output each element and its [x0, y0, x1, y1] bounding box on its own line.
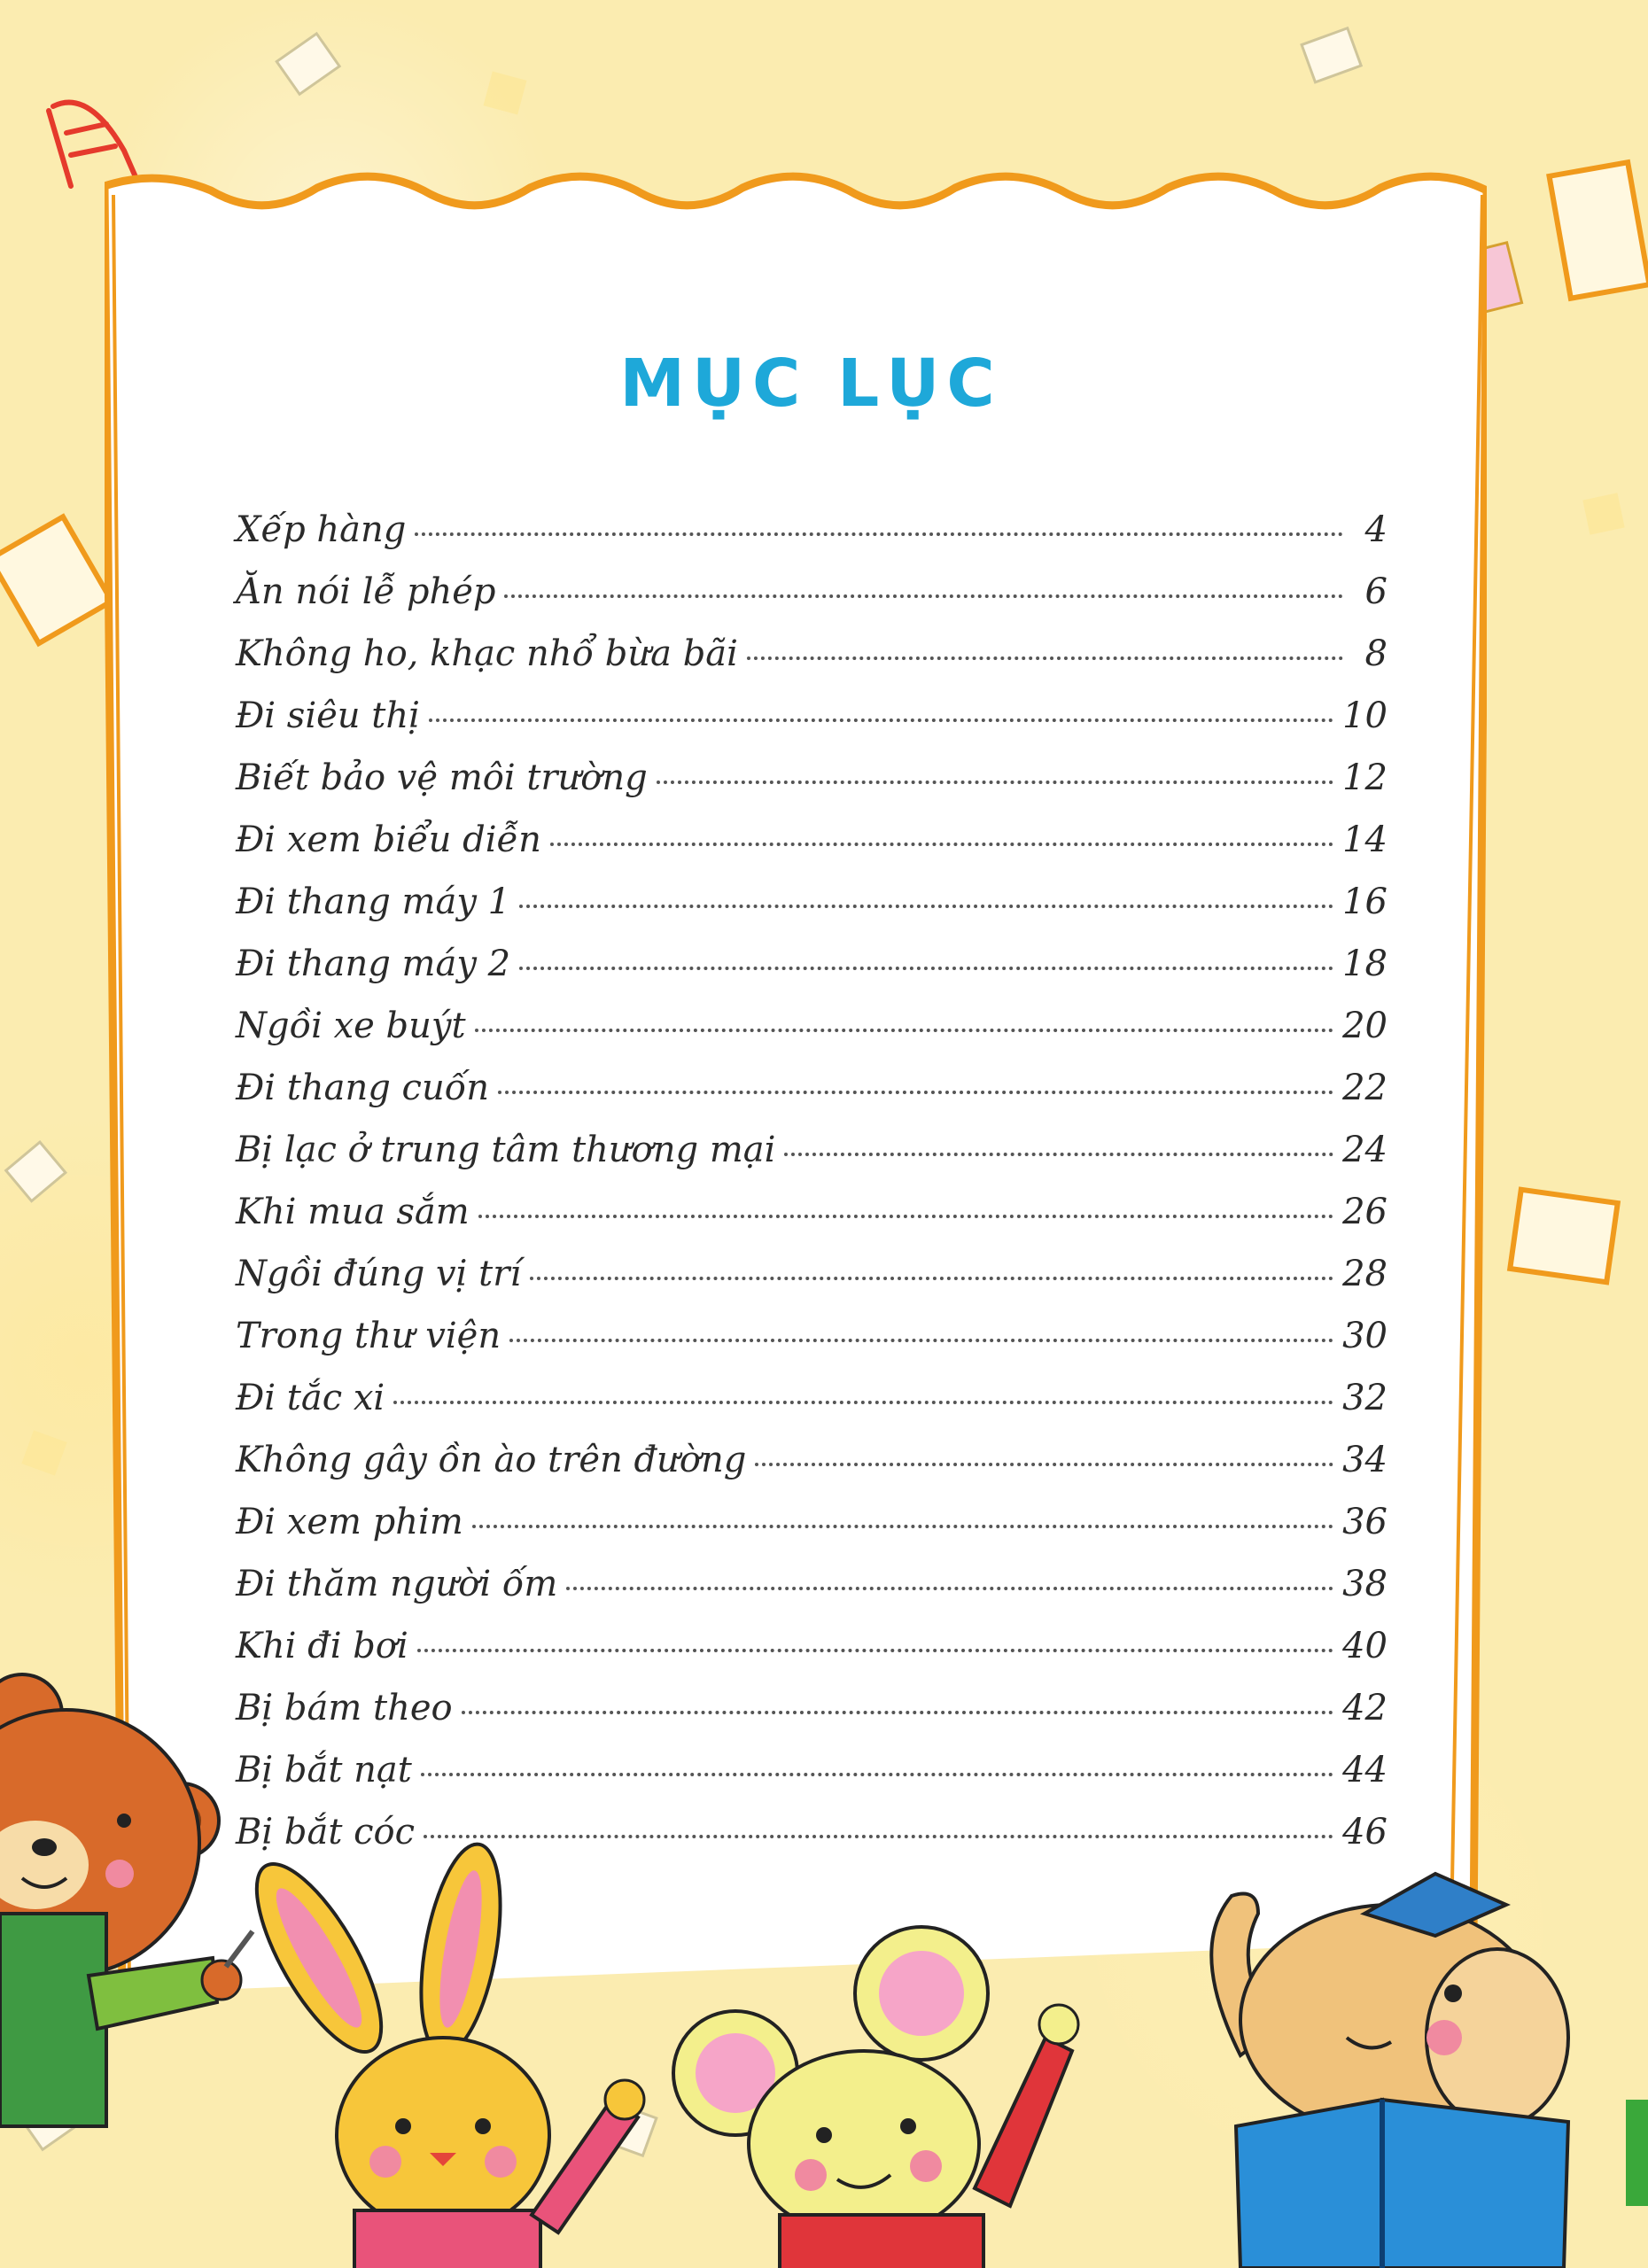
toc-entry-page: 22 [1342, 1068, 1388, 1108]
toc-entry-title: Trong thư viện [236, 1316, 501, 1356]
toc-entry-title: Đi xem biểu diễn [236, 819, 541, 860]
toc-entry-page: 26 [1342, 1192, 1388, 1232]
toc-entry-title: Xếp hàng [236, 509, 407, 550]
toc-entry-title: Đi thăm người ốm [236, 1564, 558, 1604]
toc-entry-title: Đi siêu thị [236, 695, 420, 736]
toc-entry-title: Bị bám theo [236, 1688, 453, 1728]
toc-entry-title: Đi xem phim [236, 1502, 463, 1542]
toc-entry-page: 32 [1342, 1378, 1388, 1418]
toc-entry-title: Khi mua sắm [236, 1192, 470, 1232]
toc-entry-page: 40 [1342, 1626, 1388, 1666]
toc-entry-page: 42 [1342, 1688, 1388, 1728]
toc-entry-page: 30 [1342, 1316, 1388, 1356]
toc-entry-page: 44 [1342, 1750, 1388, 1790]
toc-entry-page: 12 [1342, 757, 1388, 798]
toc-entry-title: Khi đi bơi [236, 1626, 408, 1666]
toc-entry-page: 28 [1342, 1254, 1388, 1294]
elephant-icon [1211, 1874, 1568, 2268]
toc-entry-title: Bị bắt cóc [236, 1812, 416, 1852]
mouse-icon [673, 1927, 1078, 2268]
toc-entry-title: Ăn nói lễ phép [236, 571, 496, 612]
toc-entry-title: Đi thang máy 1 [236, 882, 511, 922]
toc-entry-page: 14 [1342, 819, 1388, 860]
toc-entry-title: Bị bắt nạt [236, 1750, 412, 1790]
page-title: MỤC LỤC [619, 346, 1002, 422]
toc-entry-title: Đi tắc xi [236, 1378, 385, 1418]
toc-entry-title: Bị lạc ở trung tâm thương mại [236, 1130, 776, 1170]
toc-entry-page: 4 [1364, 509, 1388, 550]
toc-entry-page: 18 [1342, 944, 1388, 984]
toc-entry-title: Biết bảo vệ môi trường [236, 757, 648, 798]
toc-entry-page: 24 [1342, 1130, 1388, 1170]
toc-entry-page: 34 [1342, 1440, 1388, 1480]
toc-entry-page: 38 [1342, 1564, 1388, 1604]
toc-entry-title: Ngồi đúng vị trí [236, 1254, 522, 1294]
toc-entry-title: Đi thang cuốn [236, 1068, 489, 1108]
toc-entry-title: Không ho, khạc nhổ bừa bãi [236, 633, 738, 674]
rabbit-icon [234, 1838, 644, 2268]
toc-entry-page: 6 [1364, 571, 1388, 612]
toc-entry-page: 10 [1342, 695, 1388, 736]
toc-entry-title: Ngồi xe buýt [236, 1006, 466, 1046]
toc-entry-page: 20 [1342, 1006, 1388, 1046]
toc-entry-page: 46 [1342, 1812, 1388, 1852]
toc-entry-title: Không gây ồn ào trên đường [236, 1440, 747, 1480]
toc-entry-page: 16 [1342, 882, 1388, 922]
toc-entry-page: 36 [1342, 1502, 1388, 1542]
toc-entry-page: 8 [1364, 633, 1388, 674]
toc-entry-title: Đi thang máy 2 [236, 944, 511, 984]
bear-icon [0, 1674, 253, 2126]
